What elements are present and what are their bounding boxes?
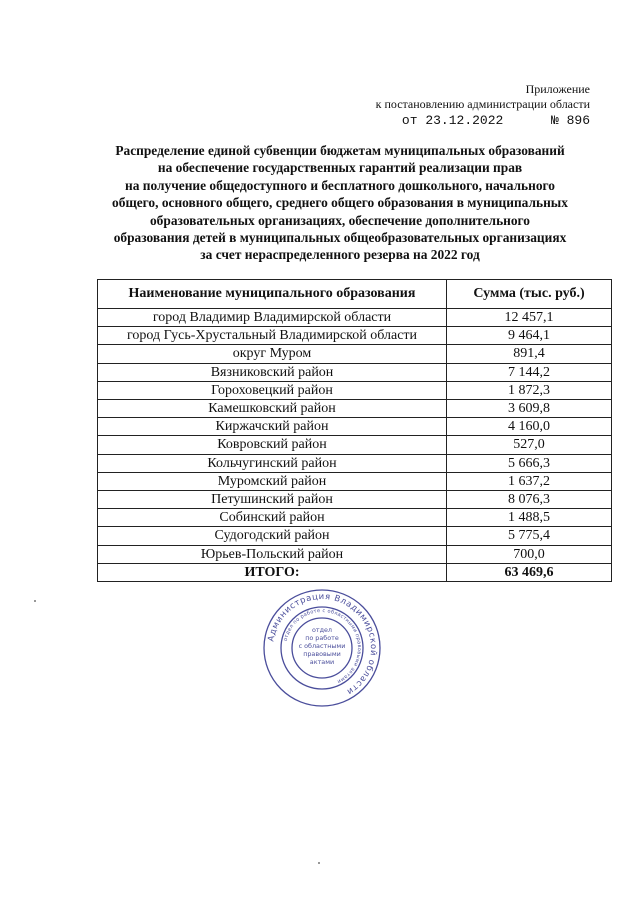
title-line: на обеспечение государственных гарантий реализации прав <box>157 160 523 176</box>
stamp-center-line: актами <box>309 658 335 666</box>
resolution-date: 23.12.2022 <box>425 113 504 128</box>
municipality-name: Собинский район <box>98 509 447 527</box>
municipality-name: Юрьев-Польский район <box>98 545 447 563</box>
stamp-center-line: с областными <box>298 642 346 650</box>
appendix-label: Приложение <box>525 82 590 96</box>
distribution-table <box>97 279 612 582</box>
amount-value: 3 609,8 <box>447 400 612 418</box>
amount-value: 7 144,2 <box>447 363 612 381</box>
stamp-seal <box>262 588 382 708</box>
header-amount: Сумма (тыс. руб.) <box>447 280 612 309</box>
table-row <box>98 436 612 454</box>
municipality-name: Петушинский район <box>98 491 447 509</box>
appendix-header <box>330 82 590 128</box>
municipality-name: округ Муром <box>98 345 447 363</box>
resolution-number: 896 <box>566 113 590 128</box>
stamp-center-line: отдел <box>311 626 333 634</box>
amount-value: 9 464,1 <box>447 327 612 345</box>
total-row <box>98 563 612 581</box>
table-row <box>98 327 612 345</box>
title-line: на получение общедоступного и бесплатного дошкольного, начального <box>125 177 555 193</box>
total-amount: 63 469,6 <box>447 563 612 581</box>
amount-value: 5 775,4 <box>447 527 612 545</box>
document-title <box>80 142 600 264</box>
number-prefix: № <box>550 113 559 128</box>
municipality-name: Вязниковский район <box>98 363 447 381</box>
title-line: образования детей в муниципальных общеобразовательных организациях <box>113 230 567 246</box>
amount-value: 5 666,3 <box>447 454 612 472</box>
table-row <box>98 363 612 381</box>
table-row <box>98 472 612 490</box>
table-row <box>98 545 612 563</box>
municipality-name: Камешковский район <box>98 400 447 418</box>
municipality-name: город Гусь-Хрустальный Владимирской области <box>98 327 447 345</box>
municipality-name: Муромский район <box>98 472 447 490</box>
date-prefix: от <box>401 113 418 128</box>
municipality-name: Судогодский район <box>98 527 447 545</box>
amount-value: 12 457,1 <box>447 309 612 327</box>
title-line: общего, основного общего, среднего общего образования в муниципальных <box>112 195 568 211</box>
table-row <box>98 381 612 399</box>
table-row <box>98 527 612 545</box>
table-row <box>98 509 612 527</box>
stamp-outer-text: Администрация Владимирской области <box>266 591 379 697</box>
municipality-name: Ковровский район <box>98 436 447 454</box>
amount-value: 1 637,2 <box>447 472 612 490</box>
total-label: ИТОГО: <box>98 563 447 581</box>
table-row <box>98 454 612 472</box>
municipality-name: Гороховецкий район <box>98 381 447 399</box>
scan-speck <box>34 600 36 602</box>
scan-speck <box>318 862 320 864</box>
municipality-name: Киржачский район <box>98 418 447 436</box>
table-body <box>98 309 612 564</box>
amount-value: 1 488,5 <box>447 509 612 527</box>
official-stamp <box>262 588 382 708</box>
title-line: образовательных организациях, обеспечение дополнительного <box>149 212 531 228</box>
header-municipality: Наименование муниципального образования <box>98 280 447 309</box>
stamp-center-line: по работе <box>305 634 339 642</box>
table-header-row <box>98 280 612 309</box>
table-row <box>98 345 612 363</box>
title-line: за счет нераспределенного резерва на 2022 год <box>200 247 480 263</box>
title-line: Распределение единой субвенции бюджетам муниципальных образований <box>115 143 565 158</box>
amount-value: 4 160,0 <box>447 418 612 436</box>
table-row <box>98 309 612 327</box>
municipality-name: город Владимир Владимирской области <box>98 309 447 327</box>
stamp-inner-text: отдел по работе с областными правовыми актами <box>282 607 363 685</box>
municipality-name: Кольчугинский район <box>98 454 447 472</box>
resolution-date-number <box>330 113 590 128</box>
amount-value: 700,0 <box>447 545 612 563</box>
stamp-center-line: правовыми <box>303 650 341 658</box>
amount-value: 1 872,3 <box>447 381 612 399</box>
appendix-resolution: к постановлению администрации области <box>375 97 590 111</box>
amount-value: 8 076,3 <box>447 491 612 509</box>
table-row <box>98 418 612 436</box>
table-row <box>98 491 612 509</box>
amount-value: 891,4 <box>447 345 612 363</box>
amount-value: 527,0 <box>447 436 612 454</box>
table-row <box>98 400 612 418</box>
